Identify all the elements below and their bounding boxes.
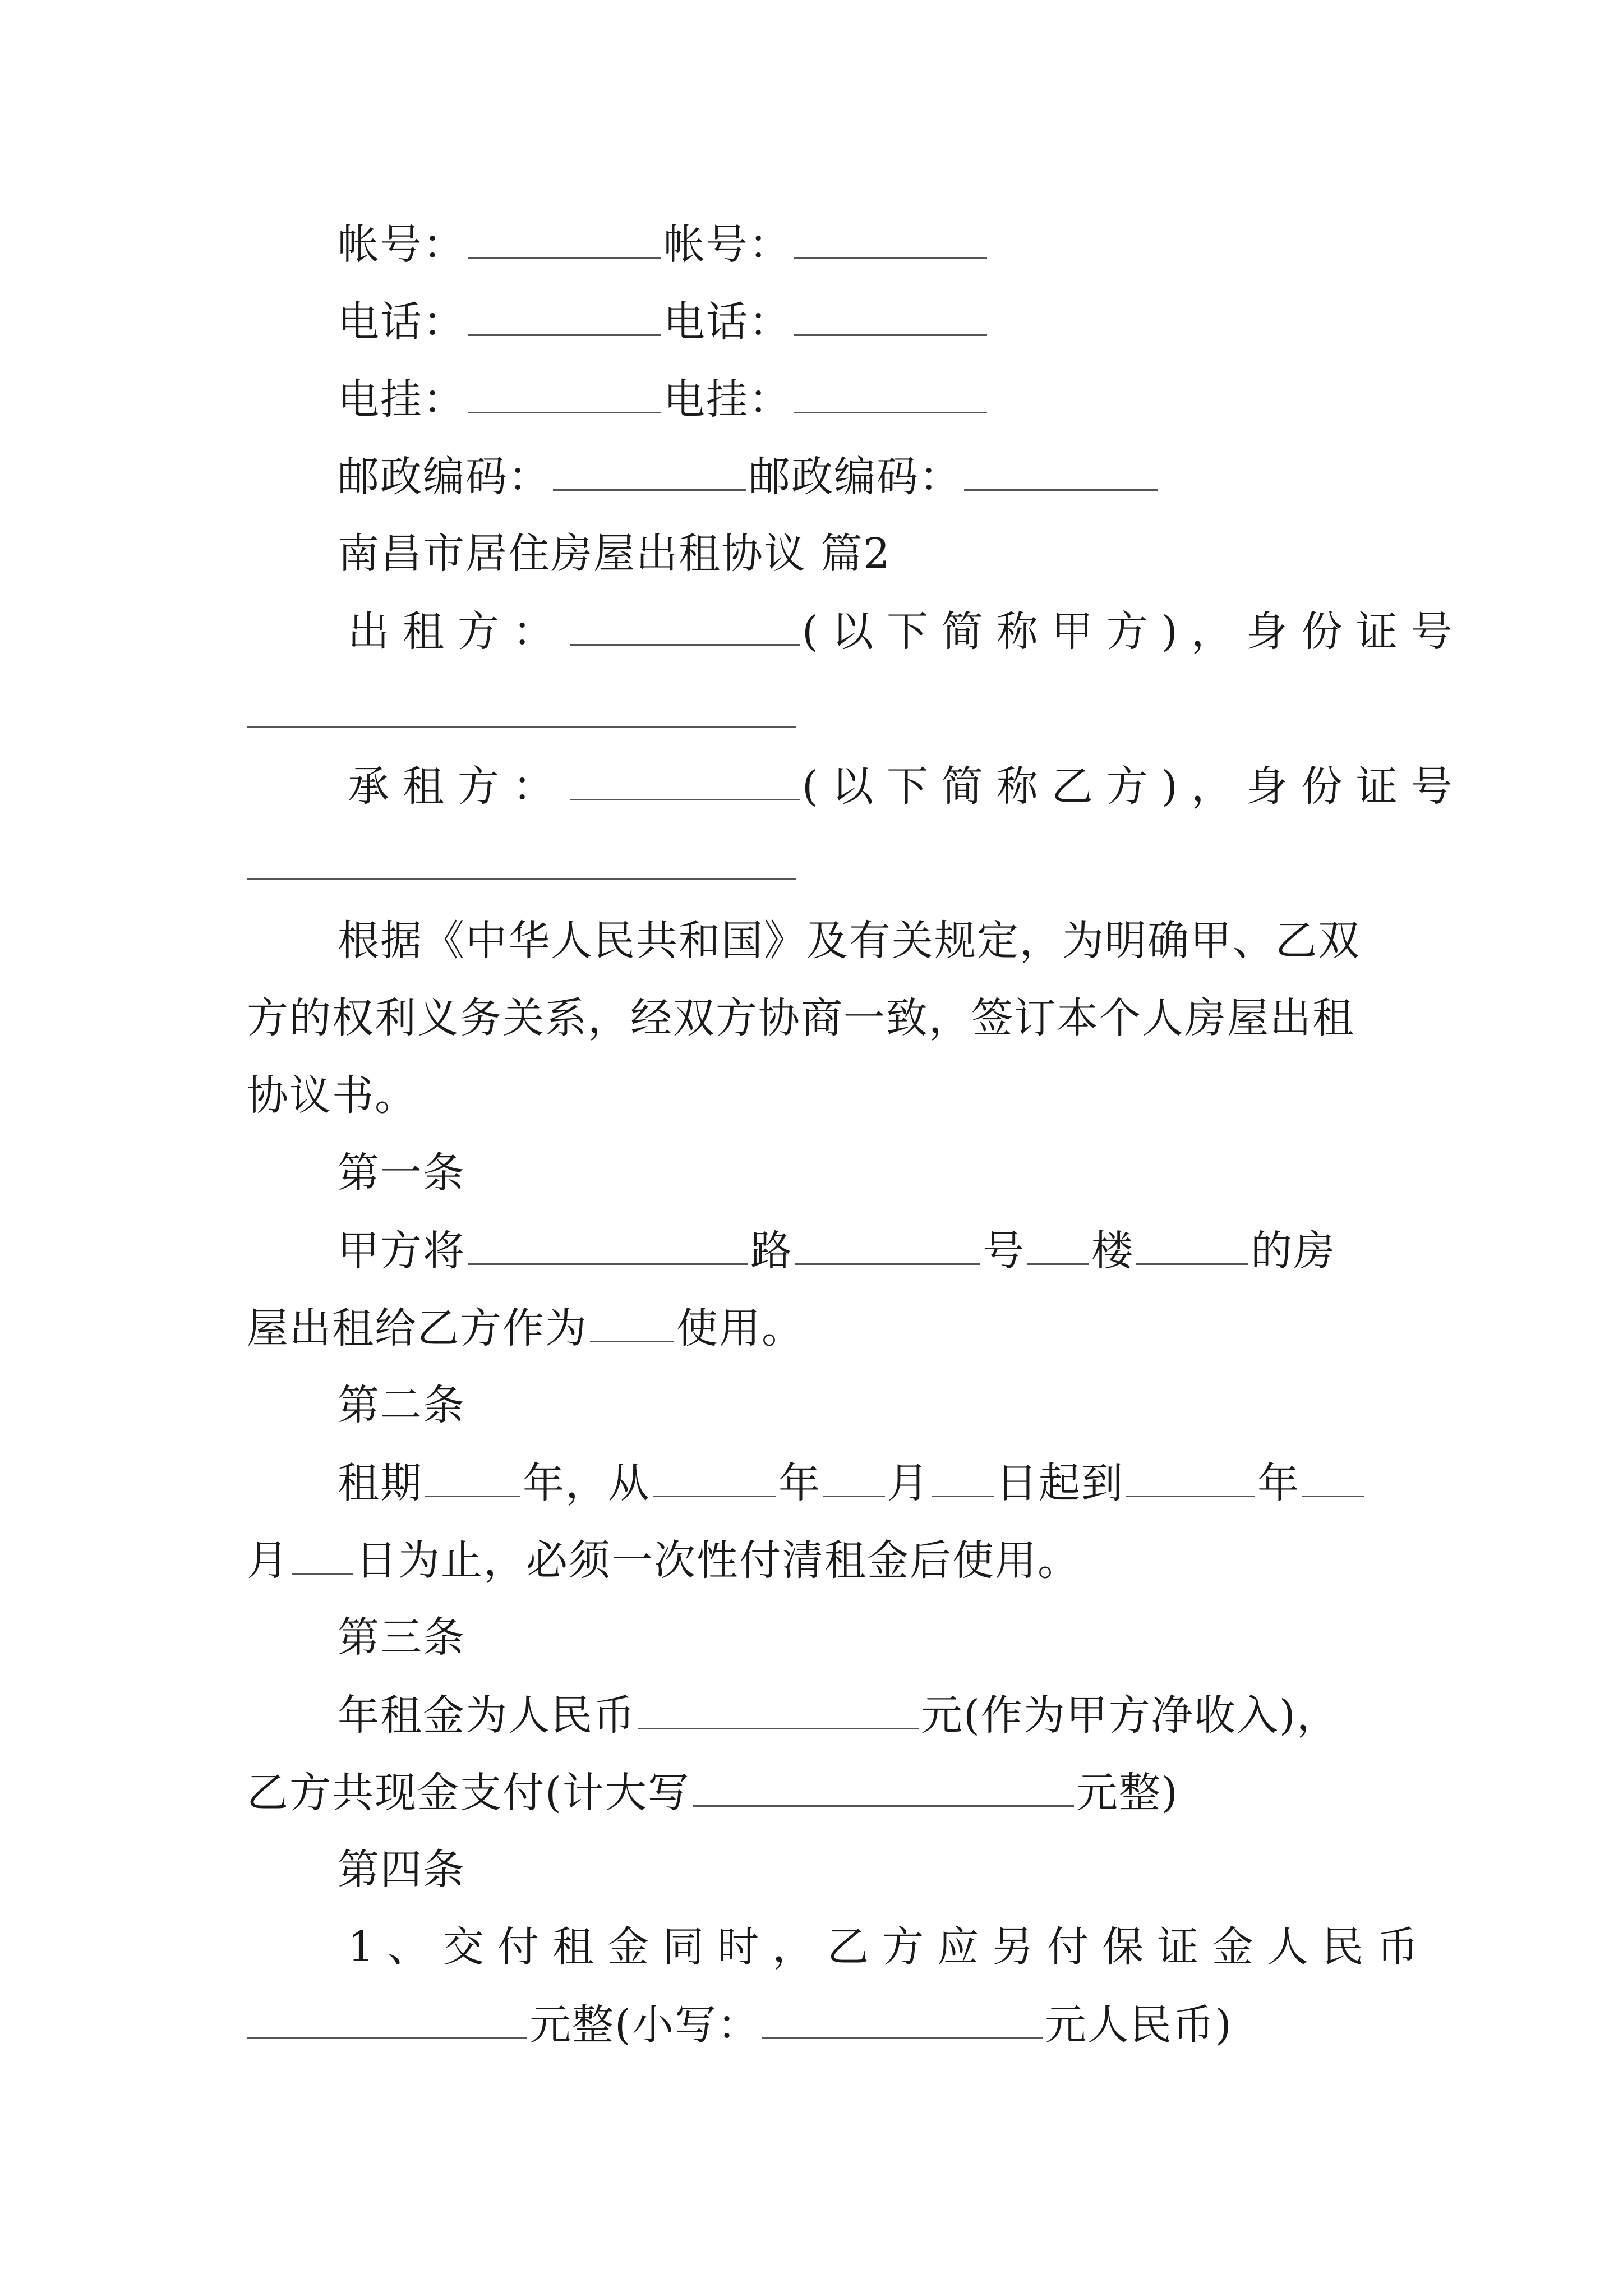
- article-3-text: 元(作为甲方净收入)，: [921, 1691, 1339, 1740]
- contact-row-telegraph: [338, 375, 989, 424]
- article-3-line-2: [247, 1769, 1179, 1817]
- article-2-text: 租期: [338, 1459, 423, 1507]
- article-2-text: 日起到: [996, 1459, 1124, 1507]
- article-2-line-1: [338, 1459, 1366, 1507]
- phone-blank-a: [468, 301, 661, 336]
- article-2-text: 月: [887, 1459, 930, 1507]
- lessee-label: 承租方：: [348, 762, 568, 811]
- account-label-b: 帐号：: [663, 220, 791, 269]
- lessee-line: [348, 762, 1466, 811]
- contact-row-postcode: [338, 453, 1160, 501]
- article-1-text: 楼: [1091, 1227, 1134, 1275]
- article-2-line-2: [247, 1536, 1080, 1585]
- end-day-blank: [292, 1539, 353, 1575]
- article-4-title: 第四条: [338, 1846, 465, 1894]
- article-3-text: 乙方共现金支付(计大写: [247, 1769, 690, 1817]
- lessor-note: (以下简称甲方)，身份证号: [802, 608, 1466, 656]
- lessee-id-blank: [247, 878, 796, 880]
- lessor-label: 出租方：: [348, 608, 568, 656]
- phone-blank-b: [794, 301, 987, 336]
- telegraph-label-a: 电挂：: [338, 375, 465, 424]
- article-4-text: 元整(小写：: [529, 2001, 760, 2049]
- lessor-name-blank: [570, 610, 800, 646]
- telegraph-blank-b: [794, 378, 987, 413]
- road-blank: [468, 1230, 748, 1265]
- article-3-title: 第三条: [338, 1613, 465, 1662]
- rent-in-words-blank: [693, 1772, 1074, 1807]
- lessor-line: [348, 608, 1466, 656]
- intro-line-3: 协议书。: [247, 1071, 417, 1120]
- number-blank: [795, 1230, 980, 1265]
- article-3-text: 年租金为人民币: [338, 1691, 636, 1740]
- start-year-blank: [653, 1462, 776, 1497]
- unit-blank: [1136, 1230, 1248, 1265]
- building-blank: [1027, 1230, 1089, 1265]
- article-1-text: 号: [983, 1227, 1025, 1275]
- intro-line-1: 根据《中华人民共和国》及有关规定，为明确甲、乙双: [338, 917, 1361, 965]
- section-title: 南昌市居住房屋出租协议 篇2: [338, 530, 891, 578]
- contact-row-account: [338, 220, 989, 269]
- article-1-text: 路: [750, 1227, 793, 1275]
- telegraph-blank-a: [468, 378, 661, 413]
- article-3-text: 元整): [1076, 1769, 1179, 1817]
- end-year-blank: [1126, 1462, 1255, 1497]
- end-month-blank-tail: [1302, 1462, 1364, 1497]
- start-day-blank: [932, 1462, 994, 1497]
- article-4-text: 元人民币): [1044, 2001, 1233, 2049]
- postcode-label-b: 邮政编码：: [749, 453, 962, 501]
- article-1-text: 使用。: [676, 1304, 804, 1352]
- article-4-line-2: [247, 2001, 1233, 2049]
- article-1-title: 第一条: [338, 1149, 465, 1197]
- postcode-label-a: 邮政编码：: [338, 453, 551, 501]
- annual-rent-blank: [638, 1694, 919, 1729]
- article-1-text: 屋出租给乙方作为: [247, 1304, 588, 1352]
- account-blank-a: [468, 223, 661, 259]
- lessee-name-blank: [570, 765, 800, 800]
- article-2-text: 年: [1257, 1459, 1300, 1507]
- postcode-blank-a: [553, 455, 746, 491]
- phone-label-b: 电话：: [663, 298, 791, 346]
- account-blank-b: [794, 223, 987, 259]
- telegraph-label-b: 电挂：: [663, 375, 791, 424]
- article-4-line-1: 1、交付租金同时，乙方应另付保证金人民币: [348, 1923, 1432, 1971]
- article-2-text: 日为止，必须一次性付清租金后使用。: [356, 1536, 1080, 1585]
- article-2-text: 月: [247, 1536, 289, 1585]
- article-1-text: 的房: [1251, 1227, 1336, 1275]
- start-month-blank: [823, 1462, 885, 1497]
- term-years-blank: [425, 1462, 520, 1497]
- article-2-title: 第二条: [338, 1381, 465, 1429]
- contact-row-phone: [338, 298, 989, 346]
- article-1-line-1: [338, 1227, 1336, 1275]
- account-label-a: 帐号：: [338, 220, 465, 269]
- intro-line-2: 方的权利义务关系，经双方协商一致，签订本个人房屋出租: [247, 994, 1355, 1042]
- article-3-line-1: [338, 1691, 1339, 1740]
- article-2-text: 年，从: [523, 1459, 651, 1507]
- phone-label-a: 电话：: [338, 298, 465, 346]
- usage-blank: [590, 1307, 674, 1342]
- article-1-line-2: [247, 1304, 804, 1352]
- lessor-id-blank: [247, 726, 796, 728]
- postcode-blank-b: [964, 455, 1158, 491]
- deposit-words-blank: [247, 2004, 527, 2039]
- deposit-figures-blank: [762, 2004, 1043, 2039]
- article-1-text: 甲方将: [338, 1227, 465, 1275]
- article-2-text: 年: [778, 1459, 821, 1507]
- lessee-note: (以下简称乙方)，身份证号: [802, 762, 1466, 811]
